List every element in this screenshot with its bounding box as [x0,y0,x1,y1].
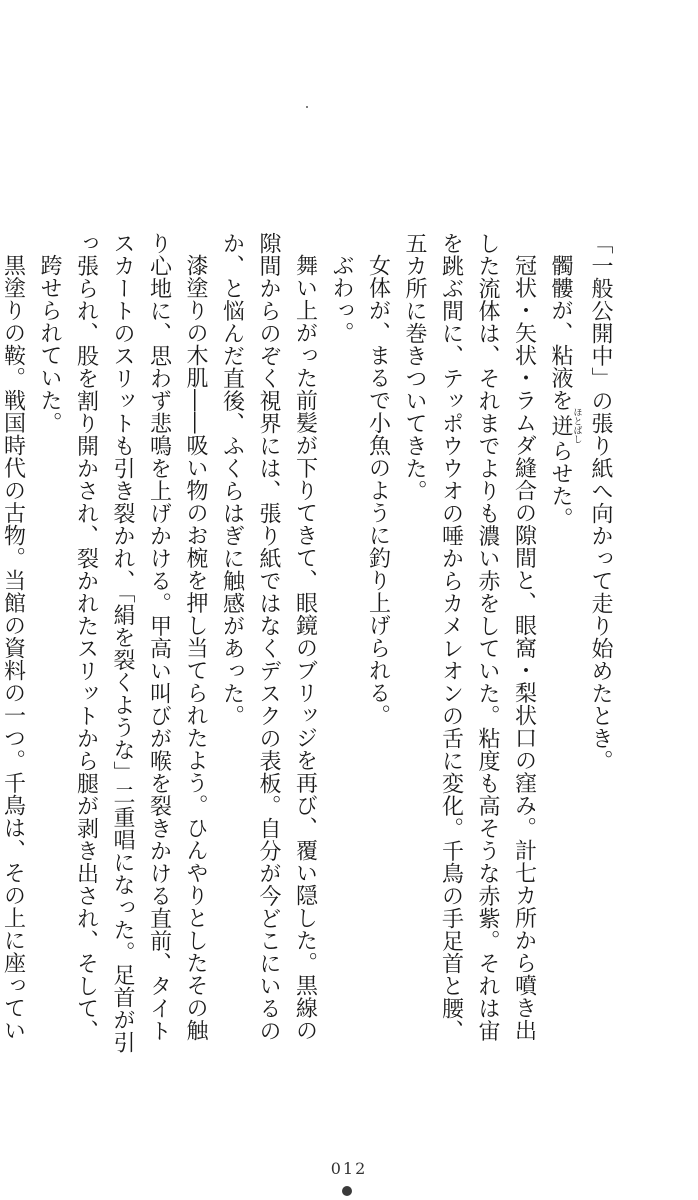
skull-line-after: らせた。 [548,439,573,530]
page-dot-ornament [342,1186,352,1196]
paragraph-2 [542,232,582,1062]
paragraph-9: 黒塗りの鞍。戦国時代の古物。当館の資料の一つ。千鳥は、その上に座ってい [0,254,26,1042]
paragraph-4: 女体が、まるで小魚のように釣り上げられる。 [365,254,391,727]
page-number: 012 [330,1159,368,1178]
paragraph-8: 跨せられていた。 [37,254,62,434]
paragraph-3: 冠状・矢状・ラムダ縫合の隙間と、眼窩・梨状口の窪み。計七カ所から噴き出した流体は、それまでよりも濃い赤をしていた。粘度も高そうな赤紫。それは宙を跳ぶ間に、テッポウウオの唾からカメレオンの舌に変化。千鳥の手足首と腰、五カ所に巻きついてきた。 [402,232,537,1042]
paragraph-1: 「一般公開中」の張り紙へ向かって走り始めたとき。 [588,232,613,772]
skull-line-before: 髑髏が、粘液を [548,254,573,412]
paragraph-6: 舞い上がった前髪が下りてきて、眼鏡のブリッジを再び、覆い隠した。黒線の隙間からのぞく視界には、張り紙ではなくデスクの表板。自分が今どこにいるのか、と悩んだ直後、ふくらはぎに触感があった。 [219,232,318,1042]
furigana-hotobashi [548,407,582,444]
paragraph-5: ぶわっ。 [329,254,354,344]
ruby-reading: ほとばし [571,407,582,444]
paragraph-7: 漆塗りの木肌――吸い物のお椀を押し当てられたよう。ひんやりとしたその触り心地に、思わず悲鳴を上げかける。甲高い叫びが喉を裂きかける直前、タイトスカートのスリットも引き裂かれ、「絹を裂くような」二重唱になった。足首が引っ張られ、股を割り開かされ、裂かれたスリットから腿が剥き出され、そして、 [73,232,208,1054]
ruby-base: 迸 [548,407,573,444]
stray-mark [306,106,308,108]
novel-text-body [0,232,618,1062]
